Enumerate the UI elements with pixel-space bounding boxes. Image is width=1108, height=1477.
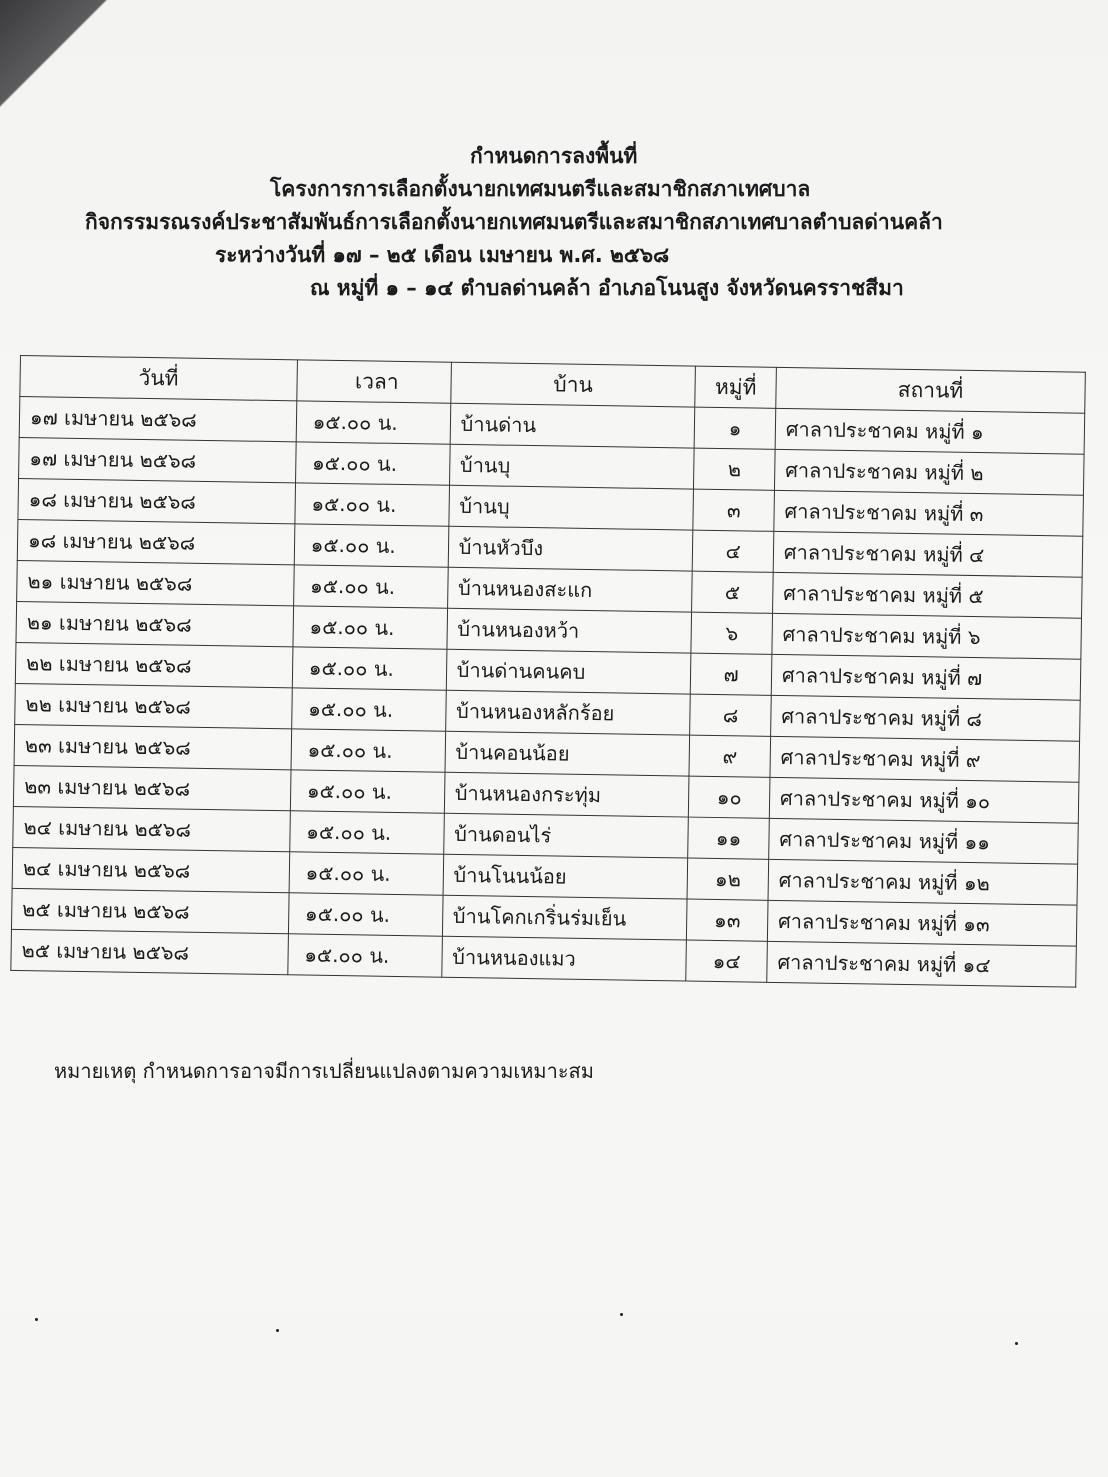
cell-village: บ้านโคกเกริ่นร่มเย็น <box>442 895 687 940</box>
cell-time: ๑๕.๐๐ น. <box>289 811 444 854</box>
cell-village: บ้านบุ <box>449 444 694 489</box>
cell-moo: ๗ <box>691 653 772 695</box>
footnote: หมายเหตุ กำหนดการอาจมีการเปลี่ยนแปลงตามความเหมาะสม <box>54 1059 594 1083</box>
cell-place: ศาลาประชาคม หมู่ที่ ๑๒ <box>768 859 1078 905</box>
cell-date: ๒๓ เมษายน ๒๕๖๘ <box>13 765 290 810</box>
cell-village: บ้านด่าน <box>450 403 695 448</box>
cell-place: ศาลาประชาคม หมู่ที่ ๑๔ <box>767 941 1077 987</box>
cell-date: ๑๘ เมษายน ๒๕๖๘ <box>18 478 295 523</box>
cell-time: ๑๕.๐๐ น. <box>291 729 446 772</box>
cell-moo: ๙ <box>689 735 770 777</box>
paper-speck <box>1015 1342 1018 1345</box>
cell-moo: ๑๓ <box>687 899 768 941</box>
cell-date: ๒๑ เมษายน ๒๕๖๘ <box>17 560 294 605</box>
cell-date: ๒๒ เมษายน ๒๕๖๘ <box>15 683 292 728</box>
cell-village: บ้านโนนน้อย <box>443 854 688 899</box>
cell-time: ๑๕.๐๐ น. <box>290 770 445 813</box>
cell-time: ๑๕.๐๐ น. <box>292 647 447 690</box>
paper-speck <box>35 1318 38 1321</box>
cell-date: ๒๕ เมษายน ๒๕๖๘ <box>11 929 288 974</box>
cell-time: ๑๕.๐๐ น. <box>289 852 444 895</box>
page-shadow-corner <box>0 0 150 150</box>
cell-date: ๒๑ เมษายน ๒๕๖๘ <box>16 601 293 646</box>
cell-place: ศาลาประชาคม หมู่ที่ ๘ <box>770 695 1080 741</box>
cell-moo: ๑๒ <box>687 858 768 900</box>
cell-date: ๒๕ เมษายน ๒๕๖๘ <box>11 888 288 933</box>
cell-place: ศาลาประชาคม หมู่ที่ ๑๐ <box>769 777 1079 823</box>
cell-place: ศาลาประชาคม หมู่ที่ ๔ <box>773 531 1083 577</box>
paper-speck <box>620 1313 623 1316</box>
cell-time: ๑๕.๐๐ น. <box>291 688 446 731</box>
col-header-village: บ้าน <box>450 362 695 407</box>
cell-village: บ้านบุ <box>449 485 694 530</box>
cell-place: ศาลาประชาคม หมู่ที่ ๖ <box>772 613 1082 659</box>
cell-village: บ้านด่านคนคบ <box>446 649 691 694</box>
cell-moo: ๑๐ <box>689 776 770 818</box>
cell-place: ศาลาประชาคม หมู่ที่ ๓ <box>774 490 1084 536</box>
cell-village: บ้านหนองสะแก <box>447 567 692 612</box>
cell-village: บ้านหนองกระทุ่ม <box>444 772 689 817</box>
cell-village: บ้านหนองหว้า <box>447 608 692 653</box>
cell-moo: ๖ <box>691 612 772 654</box>
cell-moo: ๑๑ <box>688 817 769 859</box>
cell-village: บ้านคอนน้อย <box>445 731 690 776</box>
cell-place: ศาลาประชาคม หมู่ที่ ๑๑ <box>769 818 1079 864</box>
cell-moo: ๘ <box>690 694 771 736</box>
cell-date: ๑๗ เมษายน ๒๕๖๘ <box>19 397 296 442</box>
cell-time: ๑๕.๐๐ น. <box>295 442 450 485</box>
col-header-date: วันที่ <box>20 356 297 401</box>
header-title: กำหนดการลงพื้นที่ <box>470 144 638 168</box>
cell-village: บ้านดอนไร่ <box>443 813 688 858</box>
cell-village: บ้านหนองแมว <box>441 936 686 981</box>
cell-date: ๒๔ เมษายน ๒๕๖๘ <box>13 806 290 851</box>
cell-place: ศาลาประชาคม หมู่ที่ ๑ <box>775 408 1085 454</box>
cell-moo: ๔ <box>693 530 774 572</box>
header-dates: ระหว่างวันที่ ๑๗ – ๒๕ เดือน เมษายน พ.ศ. ๒๕๖๘ <box>215 243 670 267</box>
cell-time: ๑๕.๐๐ น. <box>288 893 443 936</box>
cell-moo: ๒ <box>694 448 775 490</box>
cell-moo: ๑๔ <box>686 940 767 982</box>
cell-time: ๑๕.๐๐ น. <box>296 401 451 444</box>
cell-place: ศาลาประชาคม หมู่ที่ ๕ <box>772 572 1082 618</box>
cell-place: ศาลาประชาคม หมู่ที่ ๙ <box>770 736 1080 782</box>
cell-moo: ๑ <box>694 407 775 449</box>
cell-place: ศาลาประชาคม หมู่ที่ ๑๓ <box>767 900 1077 946</box>
header-project: โครงการการเลือกตั้งนายกเทศมนตรีและสมาชิกสภาเทศบาล <box>270 177 811 201</box>
cell-village: บ้านหัวบึง <box>448 526 693 571</box>
header-location: ณ หมู่ที่ ๑ – ๑๔ ตำบลด่านคล้า อำเภอโนนสูง จังหวัดนครราชสีมา <box>310 276 904 300</box>
cell-time: ๑๕.๐๐ น. <box>293 565 448 608</box>
cell-time: ๑๕.๐๐ น. <box>294 524 449 567</box>
cell-date: ๑๘ เมษายน ๒๕๖๘ <box>17 519 294 564</box>
col-header-place: สถานที่ <box>776 367 1086 413</box>
col-header-time: เวลา <box>297 360 452 403</box>
col-header-moo: หมู่ที่ <box>695 366 776 408</box>
cell-time: ๑๕.๐๐ น. <box>293 606 448 649</box>
header-activity: กิจกรรมรณรงค์ประชาสัมพันธ์การเลือกตั้งนายกเทศมนตรีและสมาชิกสภาเทศบาลตำบลด่านคล้า <box>85 210 943 234</box>
cell-date: ๒๔ เมษายน ๒๕๖๘ <box>12 847 289 892</box>
cell-date: ๒๒ เมษายน ๒๕๖๘ <box>15 642 292 687</box>
paper-speck <box>276 1329 279 1332</box>
schedule-table <box>10 355 1086 988</box>
cell-date: ๒๓ เมษายน ๒๕๖๘ <box>14 724 291 769</box>
cell-time: ๑๕.๐๐ น. <box>288 934 443 977</box>
cell-moo: ๓ <box>693 489 774 531</box>
cell-date: ๑๗ เมษายน ๒๕๖๘ <box>19 437 296 482</box>
cell-moo: ๕ <box>692 571 773 613</box>
cell-village: บ้านหนองหลักร้อย <box>445 690 690 735</box>
cell-time: ๑๕.๐๐ น. <box>295 483 450 526</box>
cell-place: ศาลาประชาคม หมู่ที่ ๗ <box>771 654 1081 700</box>
cell-place: ศาลาประชาคม หมู่ที่ ๒ <box>774 449 1084 495</box>
